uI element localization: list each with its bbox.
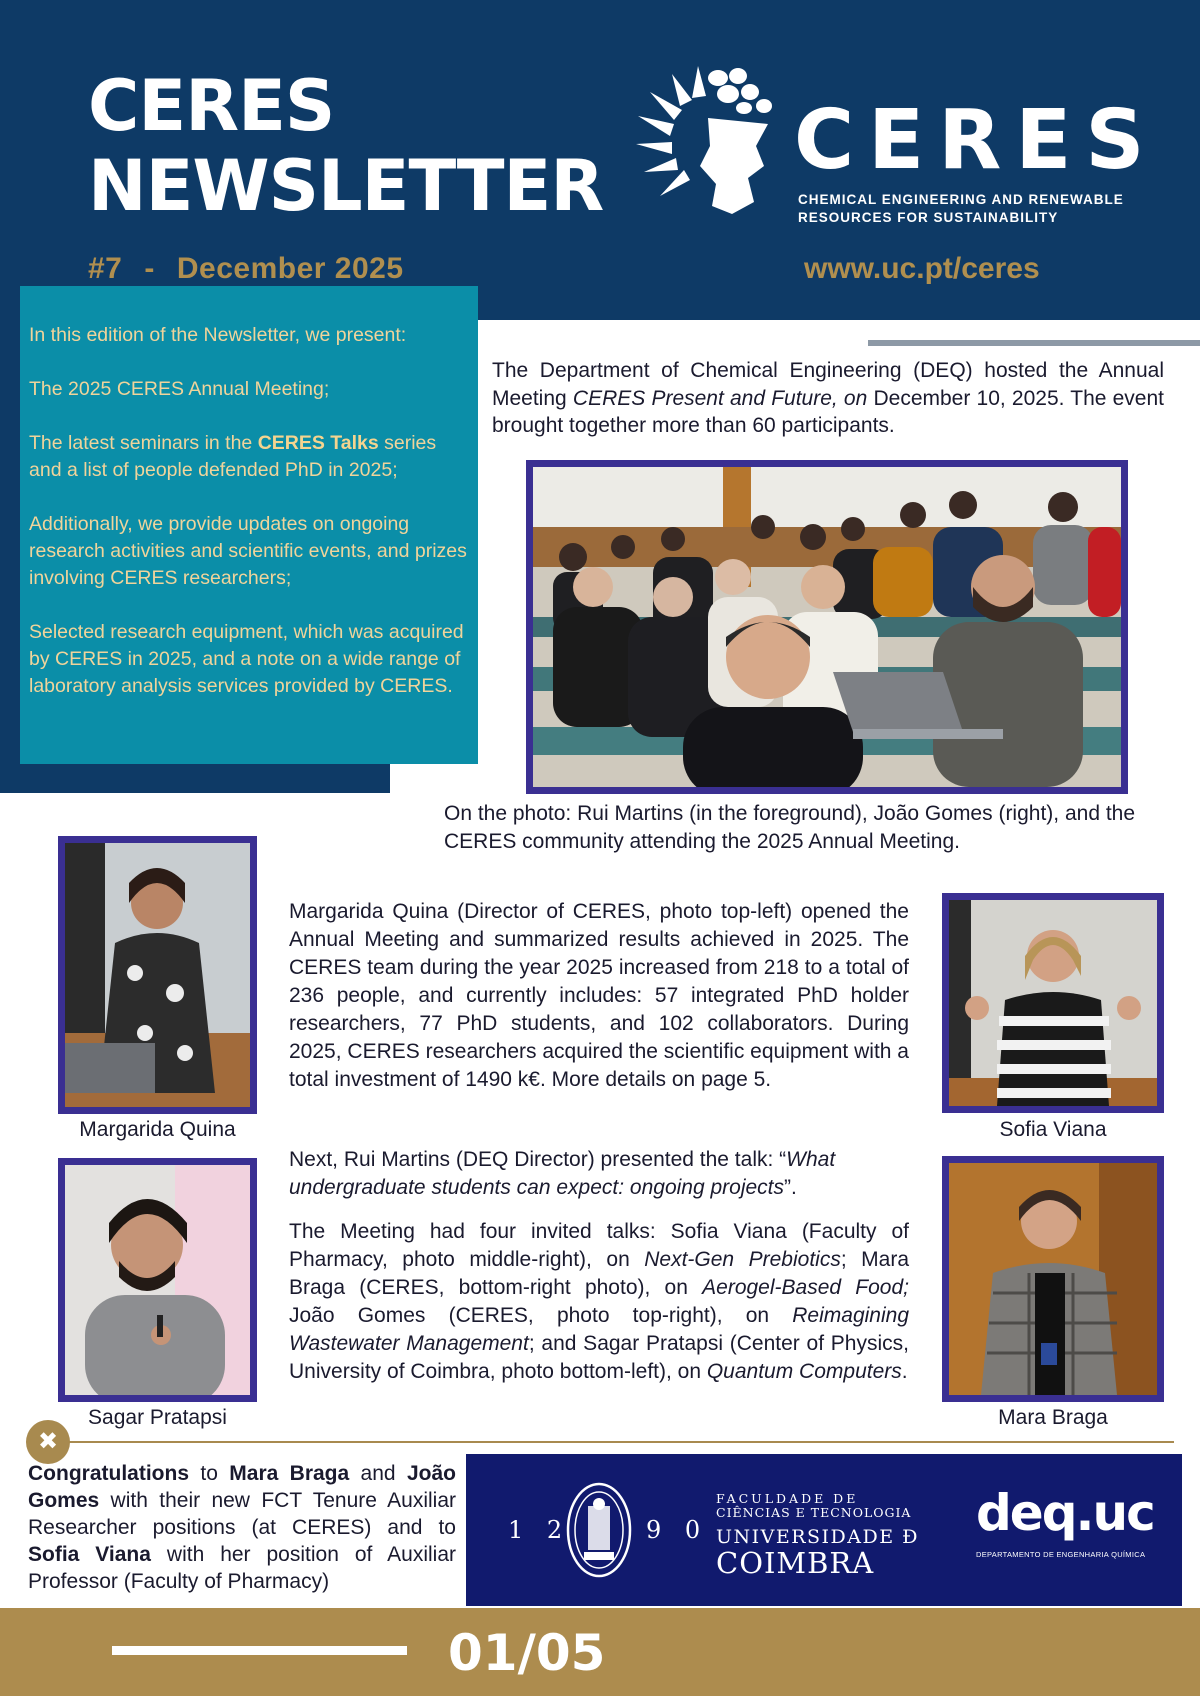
- intro-p3: The latest seminars in the CERES Talks series and a list of people defended PhD in 2025;: [29, 432, 437, 481]
- portrait-illustration: [65, 843, 250, 1107]
- section-divider: [868, 340, 1200, 346]
- ceres-tagline: CHEMICAL ENGINEERING AND RENEWABLE RESOURCES FOR SUSTAINABILITY: [798, 192, 1124, 225]
- portrait-illustration: [949, 1163, 1157, 1395]
- photo-sagar-pratapsi: [58, 1158, 257, 1402]
- annual-meeting-photo: [526, 460, 1128, 794]
- title-line-1: CERES: [88, 65, 335, 147]
- newsletter-title: [88, 66, 603, 226]
- university-banner: [466, 1454, 1182, 1606]
- body-paragraph-1: Margarida Quina (Director of CERES, photo top-left) opened the Annual Meeting and summarized results achieved in 2025. The CERES team during the year 2025 increased from 218 to a total of 236 people, and currently includes: 57 integrated PhD holder researchers, 77 PhD students, and 102 collaborators. During 2025, CERES researchers acquired the scientific equipment with a total investment of 1490 k€. More details on page 5.: [289, 900, 909, 1091]
- photo-sofia-viana: [942, 893, 1164, 1113]
- deq-logo: deq.uc: [976, 1484, 1154, 1542]
- faculty-name: FACULDADE DE CIÊNCIAS E TECNOLOGIA: [716, 1491, 912, 1520]
- university-name: UNIVERSIDADE Ð COIMBRA: [716, 1526, 919, 1580]
- intro-p5: Selected research equipment, which was acquired by CERES in 2025, and a note on a wide range of laboratory analysis services provided by CERES.: [29, 621, 464, 697]
- portrait-illustration: [949, 900, 1157, 1106]
- caption-mara-braga: Mara Braga: [998, 1406, 1108, 1429]
- intro-p4: Additionally, we provide updates on ongoing research activities and scientific events, and prizes involving CERES researchers;: [29, 513, 467, 589]
- intro-p1: In this edition of the Newsletter, we present:: [29, 324, 407, 346]
- body-paragraph-2: Next, Rui Martins (DEQ Director) presented the talk: “What undergraduate students can expect: ongoing projects”.: [289, 1148, 836, 1199]
- year-left: 1 2: [508, 1516, 571, 1544]
- website-link[interactable]: www.uc.pt/ceres: [804, 252, 1040, 285]
- gold-divider: [52, 1441, 1174, 1443]
- portrait-illustration: [65, 1165, 250, 1395]
- issue-date: December 2025: [176, 252, 404, 285]
- caption-sofia-viana: Sofia Viana: [999, 1118, 1107, 1141]
- footer-divider: [112, 1646, 407, 1655]
- main-photo-caption: On the photo: Rui Martins (in the foreground), João Gomes (right), and the CERES community attending the 2025 Annual Meeting.: [444, 802, 1136, 853]
- title-line-2: NEWSLETTER: [88, 145, 604, 227]
- lead-paragraph: The Department of Chemical Engineering (DEQ) hosted the Annual Meeting CERES Present and Future, on December 10, 2025. The event brought together more than 60 participants.: [492, 359, 1165, 437]
- close-icon: ✖: [26, 1420, 70, 1464]
- photo-margarida-quina: [58, 836, 257, 1114]
- header: [0, 0, 1200, 320]
- photo-mara-braga: [942, 1156, 1164, 1402]
- footer: [0, 1608, 1200, 1696]
- congratulations-note: Congratulations to Mara Braga and João Gomes with their new FCT Tenure Auxiliar Researcher positions (at CERES) and to Sofia Viana with her position of Auxiliar Professor (Faculty of Pharmacy): [28, 1462, 456, 1593]
- caption-sagar-pratapsi: Sagar Pratapsi: [88, 1406, 227, 1429]
- university-seal-icon: [566, 1482, 632, 1578]
- intro-p2: The 2025 CERES Annual Meeting;: [29, 378, 330, 400]
- year-right: 9 0: [646, 1516, 709, 1544]
- intro-box: [20, 286, 478, 764]
- ceres-logo-icon: [636, 66, 774, 216]
- page-number: 01/05: [448, 1624, 606, 1682]
- audience-illustration: [533, 467, 1121, 787]
- body-paragraph-3: The Meeting had four invited talks: Sofia Viana (Faculty of Pharmacy, photo middle-right), on Next-Gen Prebiotics; Mara Braga (CERES, bottom-right photo), on Aerogel-Based Food; João Gomes (CERES, photo top-right), on Reimagining Wastewater Management; and Sagar Pratapsi (Center of Physics, University of Coimbra, photo bottom-left), on Quantum Computers.: [289, 1220, 910, 1383]
- issue-info: #7 - December 2025: [88, 252, 404, 285]
- deq-logo-caption: DEPARTAMENTO DE ENGENHARIA QUÍMICA: [976, 1550, 1146, 1559]
- ceres-wordmark: CERES: [794, 93, 1159, 188]
- issue-number: #7: [88, 252, 123, 285]
- caption-margarida-quina: Margarida Quina: [79, 1118, 236, 1141]
